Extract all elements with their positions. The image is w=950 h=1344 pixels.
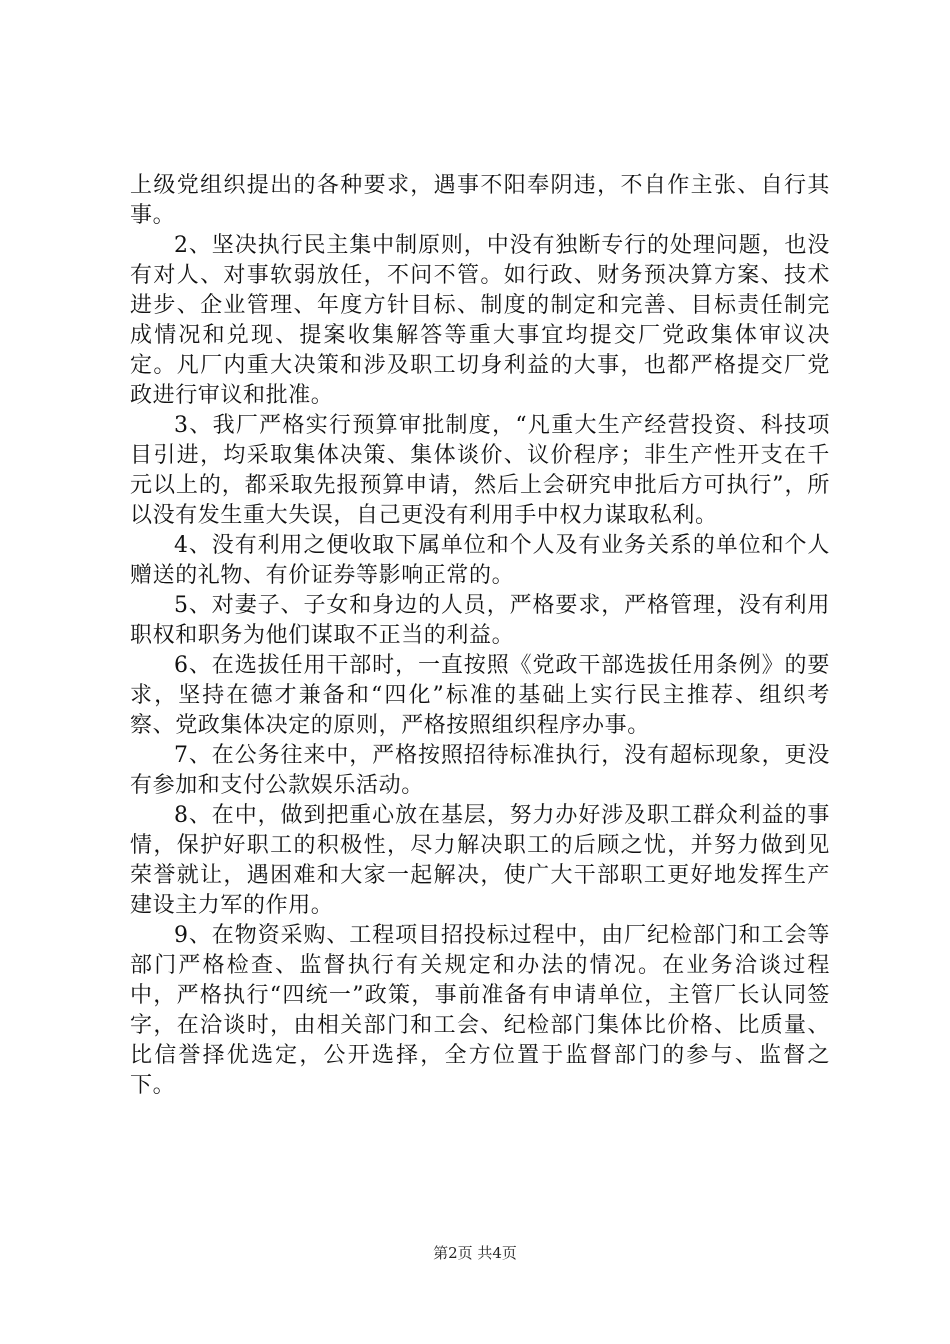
- paragraph-item-6: 6、在选拔任用干部时，一直按照《党政干部选拔任用条例》的要求，坚持在德才兼备和“四化”标准的基础上实行民主推荐、组织考察、党政集体决定的原则，严格按照组织程序办事。: [130, 653, 830, 738]
- paragraph-item-5: 5、对妻子、子女和身边的人员，严格要求，严格管理，没有利用职权和职务为他们谋取不正当的利益。: [130, 593, 830, 648]
- document-body: [130, 171, 830, 1101]
- paragraph-item-3: 3、我厂严格实行预算审批制度，“凡重大生产经营投资、科技项目引进，均采取集体决策、集体谈价、议价程序；非生产性开支在千元以上的，都采取先报预算申请，然后上会研究申批后方可执行”，所以没有发生重大失误，自己更没有利用手中权力谋取私利。: [130, 413, 830, 528]
- paragraph-item-8: 8、在中，做到把重心放在基层，努力办好涉及职工群众利益的事情，保护好职工的积极性，尽力解决职工的后顾之忧，并努力做到见荣誉就让，遇困难和大家一起解决，使广大干部职工更好地发挥生产建设主力军的作用。: [130, 803, 830, 918]
- paragraph-item-2: 2、坚决执行民主集中制原则，中没有独断专行的处理问题，也没有对人、对事软弱放任，不问不管。如行政、财务预决算方案、技术进步、企业管理、年度方针目标、制度的制定和完善、目标责任制完成情况和兑现、提案收集解答等重大事宜均提交厂党政集体审议决定。凡厂内重大决策和涉及职工切身利益的大事，也都严格提交厂党政进行审议和批准。: [130, 233, 830, 408]
- page-footer: [0, 1243, 950, 1263]
- paragraph-continuation: 上级党组织提出的各种要求，遇事不阳奉阴违，不自作主张、自行其事。: [130, 173, 830, 228]
- paragraph-item-4: 4、没有利用之便收取下属单位和个人及有业务关系的单位和个人赠送的礼物、有价证券等影响正常的。: [130, 533, 830, 588]
- paragraph-item-9: 9、在物资采购、工程项目招投标过程中，由厂纪检部门和工会等部门严格检查、监督执行有关规定和办法的情况。在业务洽谈过程中，严格执行“四统一”政策，事前准备有申请单位，主管厂长认同签字，在洽谈时，由相关部门和工会、纪检部门集体比价格、比质量、比信誉择优选定，公开选择，全方位置于监督部门的参与、监督之下。: [130, 923, 830, 1098]
- paragraph-item-7: 7、在公务往来中，严格按照招待标准执行，没有超标现象，更没有参加和支付公款娱乐活动。: [130, 743, 830, 798]
- page-number-label: 第2页 共4页: [433, 1244, 517, 1262]
